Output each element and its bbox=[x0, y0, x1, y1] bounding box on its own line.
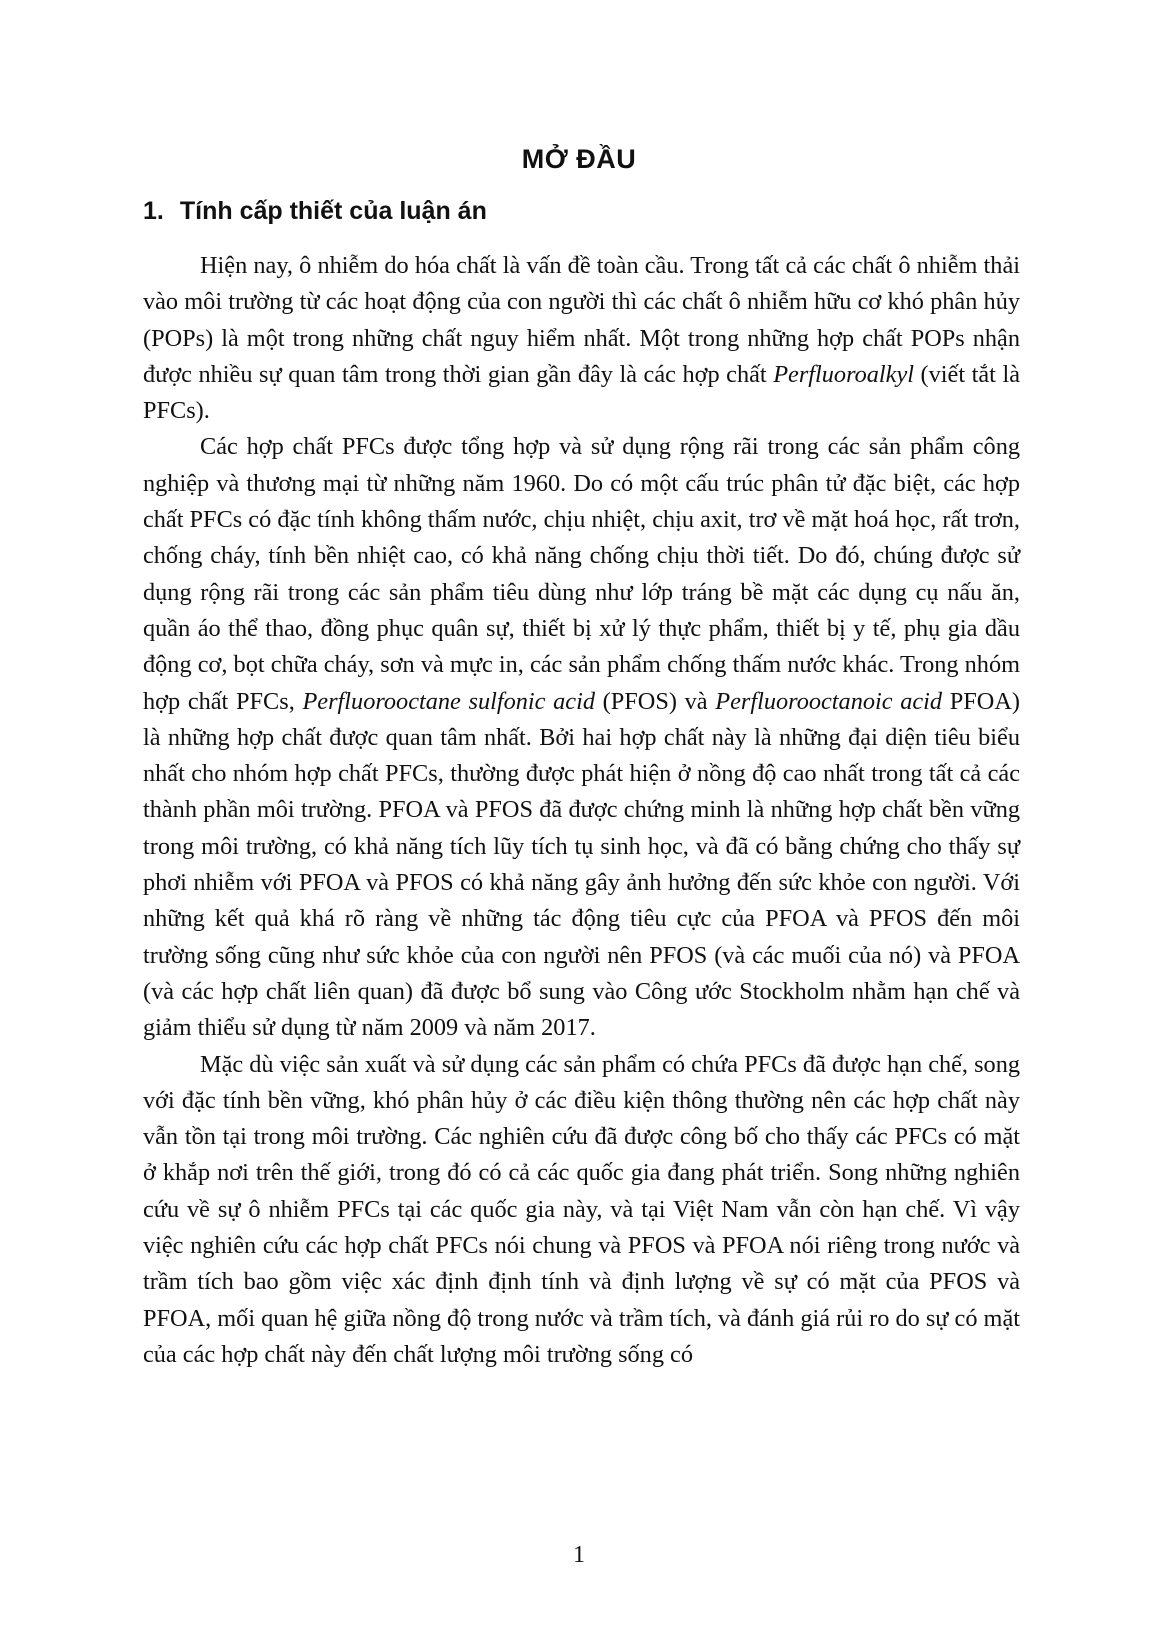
italic-term: Perfluorooctane sulfonic acid bbox=[302, 687, 595, 715]
section-number: 1. bbox=[143, 197, 164, 225]
paragraph-text: PFOA) là những hợp chất được quan tâm nhất. Bởi hai hợp chất này là những đại diện tiêu biểu nhất cho nhóm hợp chất PFCs, thường được phát hiện ở nồng độ cao nhất trong tất cả các thành phần môi trường. PFOA và PFOS đã được chứng minh là những hợp chất bền vững trong môi trường, có khả năng tích lũy tích tụ sinh học, và đã có bằng chứng cho thấy sự phơi nhiễm với PFOA và PFOS có khả năng gây ảnh hưởng đến sức khỏe con người. Với những kết quả khá rõ ràng về những tác động tiêu cực của PFOA và PFOS đến môi trường sống cũng như sức khỏe của con người nên PFOS (và các muối của nó) và PFOA (và các hợp chất liên quan) đã được bổ sung vào Công ước Stockholm nhằm hạn chế và giảm thiểu sử dụng từ năm 2009 và năm 2017. bbox=[143, 687, 1020, 1042]
paragraph-3 bbox=[143, 1047, 1020, 1374]
page-title: MỞ ĐẦU bbox=[521, 144, 637, 174]
paragraph-text: Mặc dù việc sản xuất và sử dụng các sản phẩm có chứa PFCs đã được hạn chế, song với đặc tính bền vững, khó phân hủy ở các điều kiện thông thường nên các hợp chất này vẫn tồn tại trong môi trường. Các nghiên cứu đã được công bố cho thấy các PFCs có mặt ở khắp nơi trên thế giới, trong đó có cả các quốc gia đang phát triển. Song những nghiên cứu về sự ô nhiễm PFCs tại các quốc gia này, và tại Việt Nam vẫn còn hạn chế. Vì vậy việc nghiên cứu các hợp chất PFCs nói chung và PFOS và PFOA nói riêng trong nước và trầm tích bao gồm việc xác định định tính và định lượng về sự có mặt của PFOS và PFOA, mối quan hệ giữa nồng độ trong nước và trầm tích, và đánh giá rủi ro do sự có mặt của các hợp chất này đến chất lượng môi trường sống có bbox=[143, 1050, 1020, 1368]
italic-term: Perfluoroalkyl bbox=[773, 360, 914, 388]
body-text bbox=[143, 248, 1020, 1373]
paragraph-1 bbox=[143, 248, 1020, 429]
section-title: Tính cấp thiết của luận án bbox=[179, 197, 487, 225]
italic-term: Perfluorooctanoic acid bbox=[715, 687, 943, 715]
paragraph-text: Hiện nay, ô nhiễm do hóa chất là vấn đề toàn cầu. Trong tất cả các chất ô nhiễm thải vào môi trường từ các hoạt động của con người thì các chất ô nhiễm hữu cơ khó phân hủy (POPs) là một trong những chất nguy hiểm nhất. Một trong những hợp chất POPs nhận được nhiều sự quan tâm trong thời gian gần đây là các hợp chất bbox=[143, 252, 1020, 388]
paragraph-text: (PFOS) và bbox=[594, 687, 716, 715]
paragraph-text: (viết tắt là PFCs). bbox=[143, 360, 1020, 425]
paragraph-text: Các hợp chất PFCs được tổng hợp và sử dụng rộng rãi trong các sản phẩm công nghiệp và thương mại từ những năm 1960. Do có một cấu trúc phân tử đặc biệt, các hợp chất PFCs có đặc tính không thấm nước, chịu nhiệt, chịu axit, trơ về mặt hoá học, rất trơn, chống cháy, tính bền nhiệt cao, có khả năng chống chịu thời tiết. Do đó, chúng được sử dụng rộng rãi trong các sản phẩm tiêu dùng như lớp tráng bề mặt các dụng cụ nấu ăn, quần áo thể thao, đồng phục quân sự, thiết bị xử lý thực phẩm, thiết bị y tế, phụ gia dầu động cơ, bọt chữa cháy, sơn và mực in, các sản phẩm chống thấm nước khác. Trong nhóm hợp chất PFCs, bbox=[143, 433, 1020, 715]
page-number: 1 bbox=[573, 1542, 585, 1568]
section-heading bbox=[143, 197, 487, 226]
paragraph-2 bbox=[143, 429, 1020, 1046]
